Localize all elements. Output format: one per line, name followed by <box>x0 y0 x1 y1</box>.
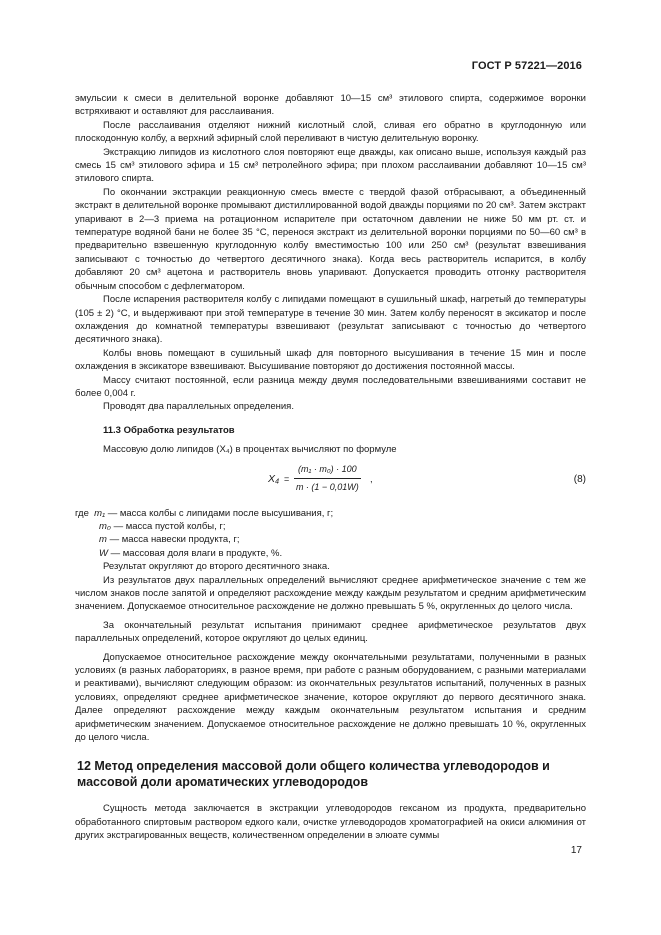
paragraph: Результат округляют до второго десятичного знака. <box>103 561 330 573</box>
page-number: 17 <box>570 845 582 856</box>
variable-item <box>75 507 586 520</box>
paragraph: Экстракцию липидов из кислотного слоя повторяют еще дважды, как описано выше, используя каждый раз смесь 15 см³ этилового эфира и 15 см³ петролейного эфира; при плохом расслаивании добавляют 10—15 см³ этилового спирта. <box>75 146 586 185</box>
where-label: где <box>75 507 89 519</box>
variable-description: — массовая доля влаги в продукте, %. <box>110 547 283 559</box>
formula-tail: , <box>370 473 373 485</box>
formula-intro: Массовую долю липидов (X₄) в процентах вычисляют по формуле <box>103 444 397 456</box>
formula-lhs: X₄ <box>268 472 280 485</box>
paragraph: Массу считают постоянной, если разница между двумя последовательными взвешиваниями составит не более 0,004 г. <box>75 374 586 399</box>
paragraph: Сущность метода заключается в экстракции углеводородов гексаном из продукта, предварительно обработанного спиртовым раствором едкого кали, очистке углеводородов хроматографией на окиси алюминия от других экстрагированных веществ, количественном определении в элюате суммы <box>75 803 586 842</box>
variable-list <box>75 507 586 561</box>
variable-description: — масса колбы с липидами после высушивания, г; <box>107 507 334 519</box>
paragraph: Из результатов двух параллельных определений вычисляют среднее арифметическое значение с тем же числом знаков после запятой и определяют расхождение между каждым результатом и средним арифметическим значением. Допускаемое относительное расхождение не должно превышать 5 %, округленных до целого числа. <box>75 574 586 613</box>
paragraph: После расслаивания отделяют нижний кислотный слой, сливая его обратно в круглодонную или плоскодонную колбу, а верхний эфирный слой переливают в чистую делительную воронку. <box>75 119 586 145</box>
formula-numerator: (m₁ · m₀) · 100 <box>294 463 361 479</box>
paragraph: Проводят два параллельных определения. <box>103 401 294 413</box>
variable-item <box>75 533 586 546</box>
standard-header: ГОСТ Р 57221—2016 <box>471 60 582 72</box>
paragraph: По окончании экстракции реакционную смесь вместе с твердой фазой отбрасывают, а объединенный экстракт в делительной воронке промывают дистиллированной водой дважды порциями по 20 см³. Затем экстракт упаривают в 2—3 приема на ротационном испарителе при остаточном давлении не ниже 50 мм рт. ст. и температуре водяной бани не более 35 °С, перенося экстракт из делительной воронки порциями по 50—60 см³ в предварительно взвешенную круглодонную колбу вместимостью 100 или 250 см³ (результат взвешивания записывают с точностью до четвертого десятичного знака). Когда весь растворитель испарится, в колбу добавляют 20 см³ ацетона и растворитель вновь упаривают. Допускается проводить отгонку растворителя обычным способом с дефлегматором. <box>75 186 586 292</box>
paragraph: Колбы вновь помещают в сушильный шкаф для повторного высушивания в течение 15 мин и после охлаждения в эксикаторе взвешивают. Высушивание повторяют до достижения постоянной массы. <box>75 347 586 373</box>
paragraph: После испарения растворителя колбу с липидами помещают в сушильный шкаф, нагретый до температуры (105 ± 2) °С, и выдерживают при этой температуре в течение 30 мин. Затем колбу переносят в эксикатор и после охлаждения до комнатной температуры взвешивают (результат записывают с точностью до четвертого десятичного знака). <box>75 294 586 346</box>
variable-description: — масса пустой колбы, г; <box>113 520 226 532</box>
variable-symbol: m₀ <box>99 520 111 532</box>
section-heading-11-3: 11.3 Обработка результатов <box>103 424 235 436</box>
formula-fraction <box>294 463 361 495</box>
paragraph: Допускаемое относительное расхождение между окончательными результатами, полученными в разных условиях (в разных лабораториях, в разное время, при работе с разным оборудованием, с разными материалами и реактивами), вычисляют следующим образом: из окончательных результатов испытаний, полученных в разных условиях, определяют среднее арифметическое значение, которое округляют до первого десятичного знака. Далее определяют расхождение между каждым окончательным результатом испытания и средним арифметическим значением. Допускаемое относительное расхождение не должно превышать 10 %, округленных до целого числа. <box>75 651 586 744</box>
document-body <box>75 92 586 843</box>
section-heading-12: 12 Метод определения массовой доли общего количества углеводородов и массовой доли ароматических углеводородов <box>77 759 550 790</box>
variable-symbol: m <box>99 534 107 546</box>
variable-item <box>75 520 586 533</box>
paragraph: За окончательный результат испытания принимают среднее арифметическое результатов двух параллельных определений, которое округляют до целых единиц. <box>75 619 586 645</box>
variable-description: — масса навески продукта, г; <box>109 534 240 546</box>
formula-denominator: m · (1 − 0,01W) <box>295 481 359 492</box>
formula-8 <box>75 461 586 501</box>
formula-number: (8) <box>573 473 586 485</box>
variable-item <box>75 547 586 560</box>
variable-symbol: m₁ <box>94 507 106 519</box>
formula-equals: = <box>284 473 290 484</box>
paragraph: эмульсии к смеси в делительной воронке добавляют 10—15 см³ этилового спирта, содержимое воронки встряхивают и оставляют для расслаивания. <box>75 93 586 118</box>
variable-symbol: W <box>99 547 108 559</box>
